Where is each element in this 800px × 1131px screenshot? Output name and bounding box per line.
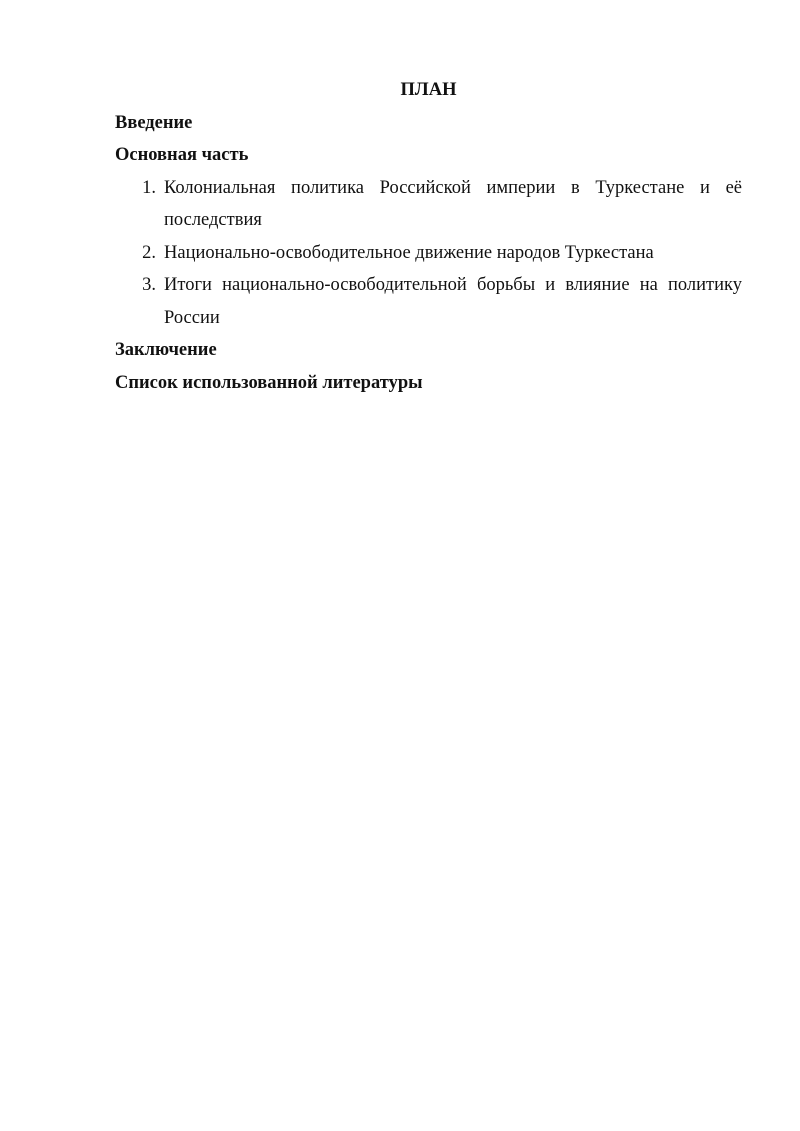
- table-of-contents: [115, 74, 742, 399]
- toc-main-items-list: [115, 172, 742, 335]
- toc-item-text: Итоги национально-освободительной борьбы и влияние на политику России: [164, 275, 742, 328]
- toc-item-text: Колониальная политика Российской империи в Туркестане и её последствия: [164, 177, 742, 230]
- toc-list-item: [115, 269, 742, 334]
- toc-heading-conclusion: Заключение: [115, 340, 217, 360]
- toc-item-number: 3.: [142, 275, 156, 295]
- toc-list-item: [115, 237, 742, 270]
- toc-heading-main-part: Основная часть: [115, 145, 249, 165]
- page-title: ПЛАН: [400, 80, 457, 100]
- toc-heading-references: Список использованной литературы: [115, 372, 423, 393]
- toc-list-item: [115, 172, 742, 237]
- toc-heading-introduction: Введение: [115, 112, 193, 133]
- toc-item-number: 1.: [142, 177, 156, 198]
- toc-item-text: Национально-освободительное движение народов Туркестана: [164, 242, 654, 263]
- toc-item-number: 2.: [142, 242, 156, 263]
